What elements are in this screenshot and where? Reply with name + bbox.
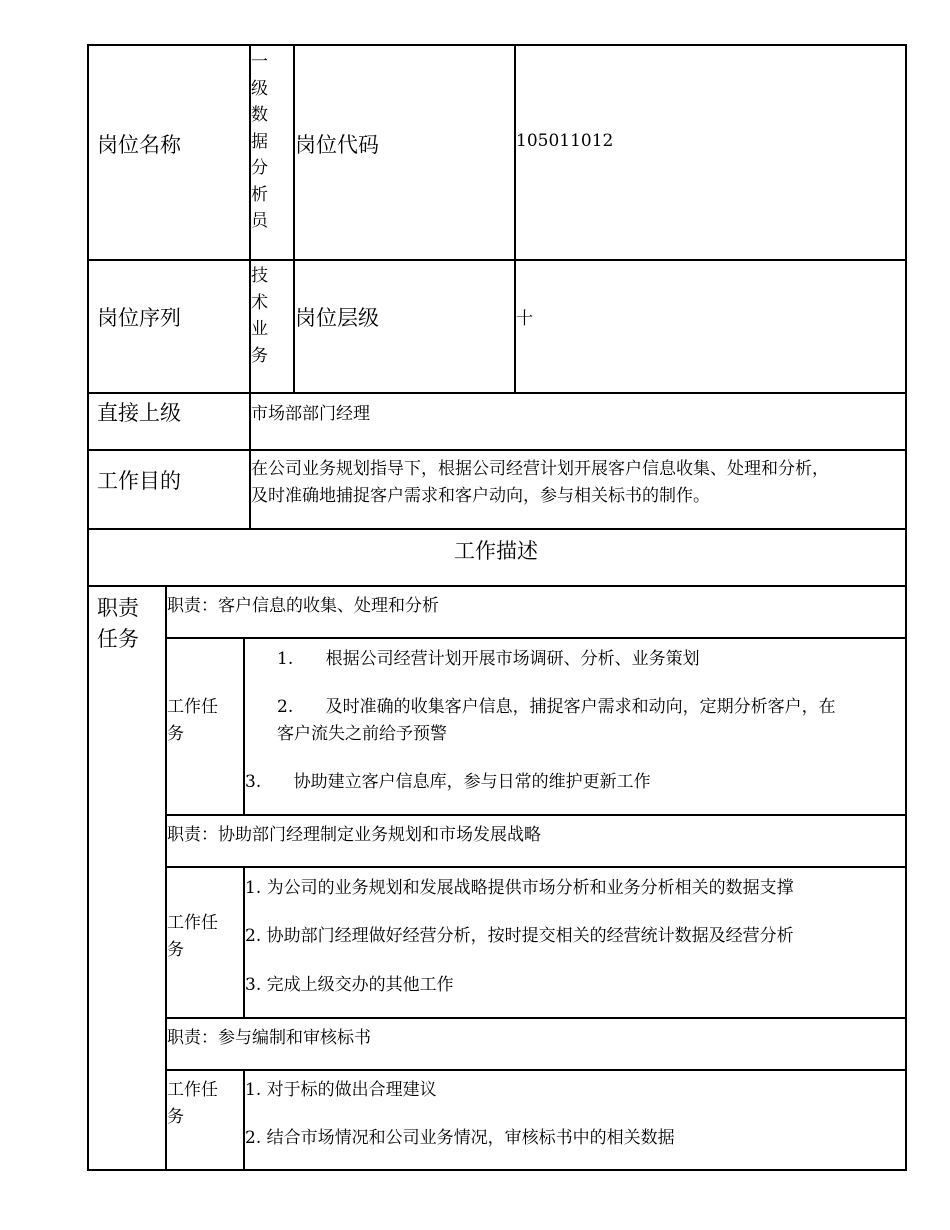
table-border-top: [87, 44, 907, 46]
row-divider: [87, 585, 907, 587]
duties-label-line: 任务: [97, 627, 139, 651]
post-code-label: 岗位代码: [295, 133, 379, 157]
post-sequence-value: 技术业务: [251, 266, 268, 366]
table-border-left: [87, 44, 89, 1171]
post-sequence-label: 岗位序列: [97, 306, 181, 330]
post-code-value: 105011012: [516, 131, 614, 151]
row-divider: [165, 866, 907, 868]
duty-heading: 职责：协助部门经理制定业务规划和市场发展战略: [167, 825, 541, 845]
purpose-label: 工作目的: [97, 469, 181, 493]
task-label-line: 工作任: [167, 1080, 218, 1100]
table-border-bottom: [87, 1169, 907, 1171]
superior-value: 市场部部门经理: [251, 404, 370, 424]
task-item: 2. 及时准确的收集客户信息，捕捉客户需求和动向，定期分析客户，在: [277, 697, 836, 717]
post-name-value: 一级数据分析员: [251, 52, 268, 231]
row-divider: [87, 528, 907, 530]
task-item-continuation: 客户流失之前给予预警: [277, 724, 447, 744]
col-divider: [514, 44, 516, 394]
row-divider: [87, 259, 907, 261]
post-level-label: 岗位层级: [295, 306, 379, 330]
task-label-line: 工作任: [167, 913, 218, 933]
task-item: 2. 结合市场情况和公司业务情况，审核标书中的相关数据: [245, 1128, 675, 1148]
task-label-line: 务: [167, 1107, 184, 1127]
duty-heading: 职责：参与编制和审核标书: [167, 1028, 371, 1048]
task-item: 1. 对于标的做出合理建议: [245, 1080, 437, 1100]
row-divider: [87, 449, 907, 451]
description-title: 工作描述: [454, 539, 538, 563]
task-item: 1. 为公司的业务规划和发展战略提供市场分析和业务分析相关的数据支撑: [245, 878, 794, 898]
row-divider: [87, 392, 907, 394]
table-border-right: [905, 44, 907, 1171]
row-divider: [165, 1069, 907, 1071]
task-label-line: 务: [167, 724, 184, 744]
post-level-value: 十: [516, 309, 533, 329]
purpose-text-line: 在公司业务规划指导下，根据公司经营计划开展客户信息收集、处理和分析，: [251, 459, 829, 479]
task-label-line: 务: [167, 940, 184, 960]
row-divider: [165, 1017, 907, 1019]
task-label-line: 工作任: [167, 697, 218, 717]
task-item: 3. 协助建立客户信息库，参与日常的维护更新工作: [245, 772, 651, 792]
row-divider: [165, 814, 907, 816]
duty-heading: 职责：客户信息的收集、处理和分析: [167, 596, 439, 616]
duties-label-line: 职责: [97, 596, 139, 620]
superior-label: 直接上级: [97, 401, 181, 425]
col-divider: [293, 44, 295, 394]
row-divider: [165, 637, 907, 639]
task-item: 3. 完成上级交办的其他工作: [245, 975, 454, 995]
task-item: 2. 协助部门经理做好经营分析，按时提交相关的经营统计数据及经营分析: [245, 926, 794, 946]
task-item: 1. 根据公司经营计划开展市场调研、分析、业务策划: [277, 649, 700, 669]
post-name-label: 岗位名称: [97, 133, 181, 157]
purpose-text-line: 及时准确地捕捉客户需求和客户动向，参与相关标书的制作。: [251, 486, 710, 506]
